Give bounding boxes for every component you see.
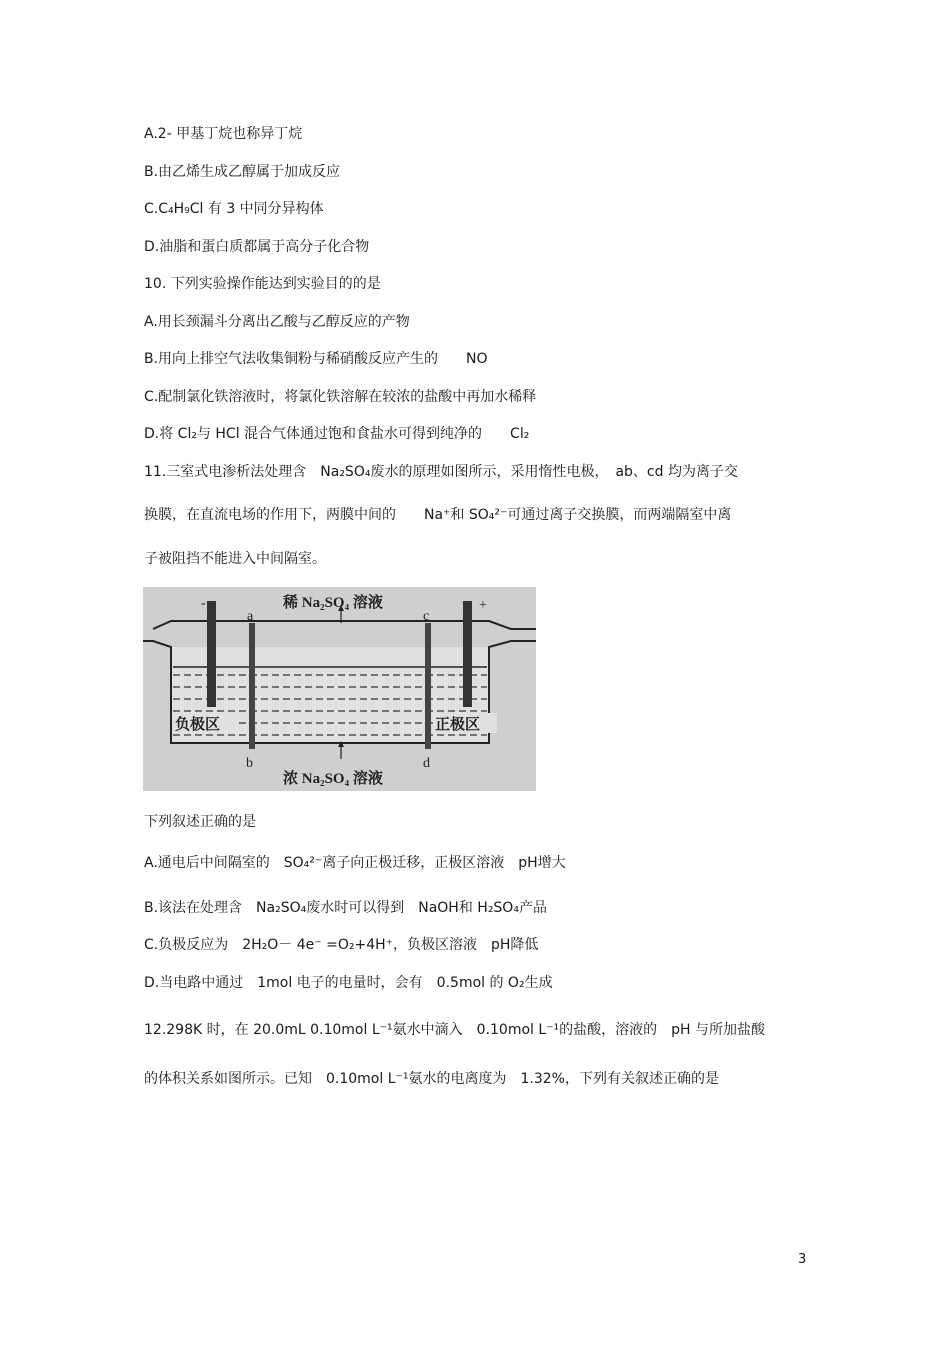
question-11-line-1: 11.三室式电渗析法处理含 Na₂SO₄废水的原理如图所示，采用惰性电极， ab、cd 均为离子交 (144, 464, 738, 480)
label-c: c (423, 609, 430, 624)
minus-sign: - (201, 596, 206, 611)
line-11a: A.通电后中间隔室的 SO₄²⁻离子向正极迁移，正极区溶液 pH增大 (144, 855, 566, 871)
top-solution-label: 稀 Na₂SO₄ 溶液 (283, 595, 383, 611)
bottom-solution-label: 浓 Na₂SO₄ 溶液 (283, 771, 383, 787)
line-10d: D.将 Cl₂与 HCl 混合气体通过饱和食盐水可得到纯净的 Cl₂ (144, 426, 530, 442)
label-d: d (423, 756, 430, 771)
line-10a: A.用长颈漏斗分离出乙酸与乙醇反应的产物 (144, 314, 410, 330)
line-9b: B.由乙烯生成乙醇属于加成反应 (144, 164, 341, 180)
page-number: 3 (798, 1252, 807, 1267)
question-12-line-1: 12.298K 时，在 20.0mL 0.10mol L⁻¹氨水中滴入 0.10mol L⁻¹的盐酸，溶液的 pH 与所加盐酸 (144, 1022, 766, 1038)
electrodialysis-diagram (143, 587, 536, 791)
line-9c: C.C₄H₉Cl 有 3 中同分异构体 (144, 201, 324, 217)
question-11-line-2: 换膜，在直流电场的作用下，两膜中间的 Na⁺和 SO₄²⁻可通过离子交换膜，而两端隔室中离 (144, 507, 732, 523)
question-11-line-3: 子被阻挡不能进入中间隔室。 (144, 551, 326, 567)
question-10: 10. 下列实验操作能达到实验目的的是 (144, 276, 381, 292)
question-12-line-2: 的体积关系如图所示。已知 0.10mol L⁻¹氨水的电离度为 1.32%，下列有关叙述正确的是 (144, 1071, 719, 1087)
line-10c: C.配制氯化铁溶液时，将氯化铁溶解在较浓的盐酸中再加水稀释 (144, 389, 537, 405)
negative-zone-label: 负极区 (175, 715, 221, 733)
plus-sign: + (479, 598, 487, 613)
label-b: b (246, 756, 253, 771)
line-11c: C.负极反应为 2H₂O－ 4e⁻ =O₂+4H⁺，负极区溶液 pH降低 (144, 937, 539, 953)
label-a: a (247, 609, 254, 624)
line-9a: A.2- 甲基丁烷也称异丁烷 (144, 126, 303, 142)
question-11-prompt: 下列叙述正确的是 (144, 814, 256, 830)
positive-zone-label: 正极区 (435, 715, 481, 733)
line-11d: D.当电路中通过 1mol 电子的电量时，会有 0.5mol 的 O₂生成 (144, 975, 553, 991)
line-10b: B.用向上排空气法收集铜粉与稀硝酸反应产生的 NO (144, 351, 488, 367)
line-9d: D.油脂和蛋白质都属于高分子化合物 (144, 239, 370, 255)
line-11b: B.该法在处理含 Na₂SO₄废水时可以得到 NaOH和 H₂SO₄产品 (144, 900, 547, 916)
